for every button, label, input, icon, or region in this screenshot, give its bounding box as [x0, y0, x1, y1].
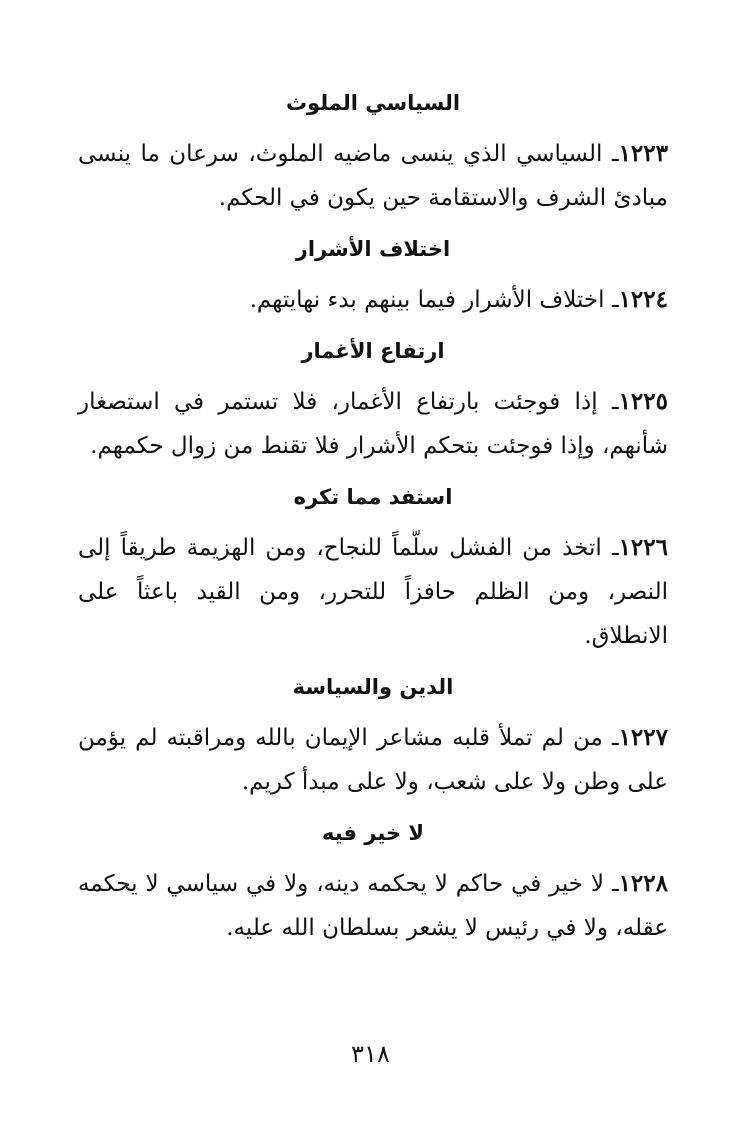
section-heading: ارتفاع الأغمار [301, 339, 445, 363]
entry-paragraph [78, 132, 668, 220]
page-number: ٣١٨ [351, 1040, 390, 1068]
section-heading: اختلاف الأشرار [295, 237, 451, 261]
entry-text: ـ اتخذ من الفشل سلّماً للنجاح، ومن الهزيمة طريقاً إلى النصر، ومن الظلم حافزاً للتحرر، ومن القيد باعثاً على الانطلاق. [78, 535, 668, 649]
entry-number: ١٢٢٣ [618, 140, 668, 167]
entry-paragraph [78, 526, 668, 658]
entry-text: ـ من لم تملأ قلبه مشاعر الإيمان بالله ومراقبته لم يؤمن على وطن ولا على شعب، ولا على مبدأ كريم. [78, 725, 668, 795]
entry-text: ـ اختلاف الأشرار فيما بينهم بدء نهايتهم. [249, 287, 619, 313]
section-heading: استفد مما تكره [293, 485, 453, 509]
section-1225 [78, 336, 668, 468]
section-1227 [78, 672, 668, 804]
entry-paragraph [78, 278, 668, 322]
section-1228 [78, 818, 668, 950]
entry-text: ـ إذا فوجئت بارتفاع الأغمار، فلا تستمر في استصغار شأنهم، وإذا فوجئت بتحكم الأشرار فلا تقنط من زوال حكمهم. [78, 389, 668, 459]
page-body [78, 88, 668, 964]
entry-number: ١٢٢٤ [618, 286, 668, 313]
section-heading: الدين والسياسة [292, 675, 454, 699]
section-heading: السياسي الملوث [285, 91, 461, 115]
entry-number: ١٢٢٨ [618, 870, 668, 897]
entry-number: ١٢٢٧ [618, 724, 668, 751]
entry-paragraph [78, 380, 668, 468]
entry-paragraph [78, 716, 668, 804]
section-1223 [78, 88, 668, 220]
entry-number: ١٢٢٥ [618, 388, 668, 415]
entry-text: ـ لا خير في حاكم لا يحكمه دينه، ولا في سياسي لا يحكمه عقله، ولا في رئيس لا يشعر بسلطان الله عليه. [78, 871, 668, 941]
entry-number: ١٢٢٦ [618, 534, 668, 561]
entry-paragraph [78, 862, 668, 950]
entry-text: ـ السياسي الذي ينسى ماضيه الملوث، سرعان ما ينسى مبادئ الشرف والاستقامة حين يكون في الحكم. [78, 141, 668, 211]
section-heading: لا خير فيه [321, 821, 425, 845]
section-1226 [78, 482, 668, 658]
section-1224 [78, 234, 668, 322]
